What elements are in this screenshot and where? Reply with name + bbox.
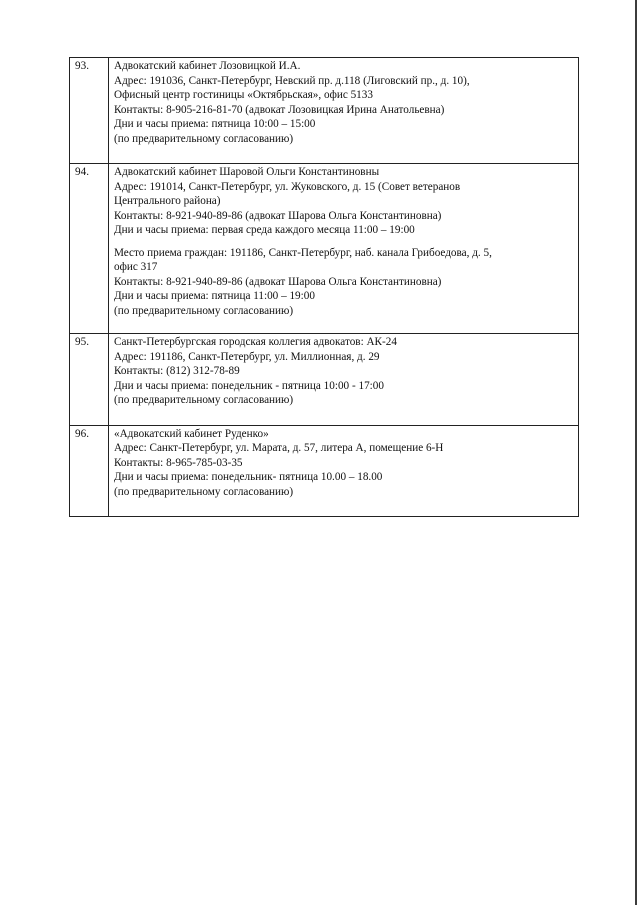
entry-hours: Дни и часы приема: понедельник - пятница 10:00 - 17:00: [114, 379, 384, 392]
entry-content: [109, 425, 579, 517]
lawyer-offices-table: [69, 57, 579, 517]
entry-address-cont: Офисный центр гостиницы «Октябрьская», офис 5133: [114, 89, 373, 101]
entry-contacts: Контакты: 8-905-216-81-70 (адвокат Лозовицкая Ирина Анатольевна): [114, 103, 445, 116]
entry-content: [109, 58, 579, 164]
entry-address-cont: Центрального района): [114, 195, 221, 207]
entry-note: (по предварительному согласованию): [114, 304, 294, 317]
entry-note: (по предварительному согласованию): [114, 394, 294, 406]
entry-contacts-2: Контакты: 8-921-940-89-86 (адвокат Шарова Ольга Константиновна): [114, 275, 442, 288]
entry-note: (по предварительному согласованию): [114, 485, 294, 498]
entry-reception-place-cont: офис 317: [114, 261, 158, 273]
entry-title: «Адвокатский кабинет Руденко»: [114, 427, 269, 440]
entry-note: (по предварительному согласованию): [114, 132, 294, 145]
table-row: [70, 425, 579, 517]
table-row: [70, 164, 579, 334]
scan-edge-line: [635, 0, 637, 905]
table-row: [70, 58, 579, 164]
entry-address: Адрес: 191186, Санкт-Петербург, ул. Миллионная, д. 29: [114, 350, 380, 363]
entry-hours: Дни и часы приема: первая среда каждого месяца 11:00 – 19:00: [114, 224, 415, 236]
entry-content: [109, 164, 579, 334]
entry-reception-place: Место приема граждан: 191186, Санкт-Петербург, наб. канала Грибоедова, д. 5,: [114, 246, 492, 259]
entry-contacts: Контакты: 8-965-785-03-35: [114, 456, 243, 469]
entry-title: Санкт-Петербургская городская коллегия адвокатов: АК-24: [114, 336, 397, 348]
entry-hours-2: Дни и часы приема: пятница 11:00 – 19:00: [114, 290, 315, 302]
entry-number: 96.: [70, 425, 109, 517]
entry-title: Адвокатский кабинет Лозовицкой И.А.: [114, 60, 301, 72]
entry-content: [109, 334, 579, 426]
entry-contacts: Контакты: (812) 312-78-89: [114, 365, 240, 377]
entry-address: Адрес: 191036, Санкт-Петербург, Невский пр. д.118 (Лиговский пр., д. 10),: [114, 74, 470, 87]
entry-hours: Дни и часы приема: пятница 10:00 – 15:00: [114, 118, 316, 130]
table-row: [70, 334, 579, 426]
entry-title: Адвокатский кабинет Шаровой Ольги Константиновны: [114, 166, 380, 178]
entry-address: Адрес: Санкт-Петербург, ул. Марата, д. 57, литера А, помещение 6-Н: [114, 442, 444, 454]
entry-contacts: Контакты: 8-921-940-89-86 (адвокат Шарова Ольга Константиновна): [114, 209, 442, 222]
entry-hours: Дни и часы приема: понедельник- пятница 10.00 – 18.00: [114, 471, 383, 483]
entry-address: Адрес: 191014, Санкт-Петербург, ул. Жуковского, д. 15 (Совет ветеранов: [114, 180, 461, 193]
entry-number: 95.: [70, 334, 109, 426]
entry-number: 94.: [70, 164, 109, 334]
entry-number: 93.: [70, 58, 109, 164]
